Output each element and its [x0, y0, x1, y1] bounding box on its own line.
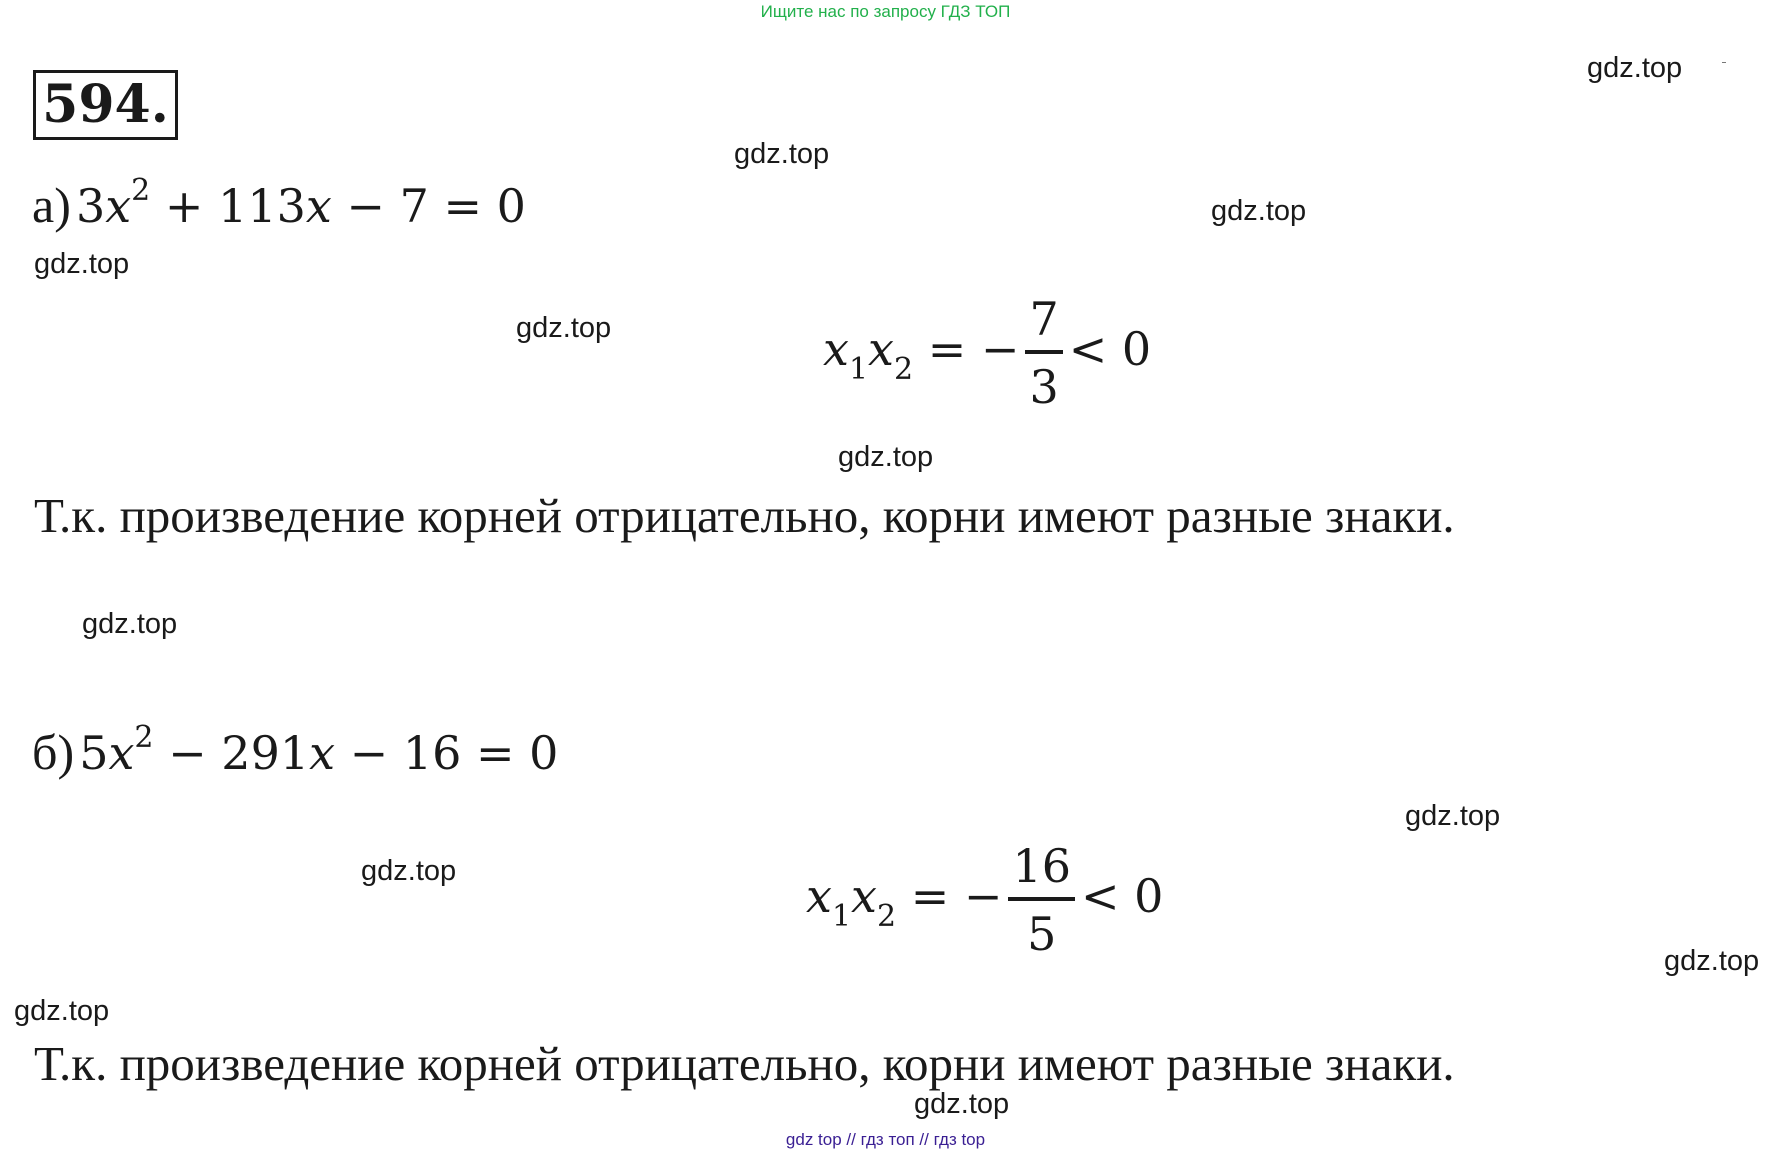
watermark: gdz.top [914, 1088, 1010, 1120]
part-a-equation [32, 173, 526, 234]
fraction-numerator: 16 [1008, 843, 1075, 901]
product-of-roots-a: $x_1x_2$ = − $\frac{7}{3}$ < 0 [823, 292, 1152, 414]
part-b-label: б) [32, 724, 75, 780]
watermark: gdz.top [34, 248, 130, 280]
part-b-equation [32, 720, 559, 781]
watermark: gdz.top [82, 608, 178, 640]
fraction-numerator: 7 [1025, 296, 1062, 354]
problem-number: 594. [33, 70, 178, 140]
conclusion-a: Т.к. произведение корней отрицательно, корни имеют разные знаки. [34, 488, 1455, 543]
equation-a: $3x^2 + 113x - 7 = 0$ [75, 173, 526, 233]
watermark: gdz.top [1664, 945, 1760, 977]
fraction-denominator: 5 [1027, 907, 1057, 961]
product-of-roots-b: $x_1x_2$ = − $\frac{16}{5}$ < 0 [806, 839, 1164, 961]
part-a-label: а) [32, 177, 71, 233]
top-banner: Ищите нас по запросу ГДЗ ТОП [760, 2, 1011, 21]
watermark: gdz.top [1405, 800, 1501, 832]
watermark: gdz.top [1587, 52, 1683, 84]
watermark: gdz.top [516, 312, 612, 344]
conclusion-b: Т.к. произведение корней отрицательно, корни имеют разные знаки. [34, 1036, 1455, 1091]
watermark: gdz.top [734, 138, 830, 170]
equation-b: $5x^2 - 291x - 16 = 0$ [79, 720, 559, 780]
watermark: gdz.top [14, 995, 110, 1027]
watermark: gdz.top [1211, 195, 1307, 227]
watermark: gdz.top [838, 441, 934, 473]
watermark: gdz.top [361, 855, 457, 887]
stray-dash [1722, 62, 1726, 63]
footer-links: gdz top // гдз топ // гдз top [785, 1130, 986, 1149]
fraction-denominator: 3 [1029, 360, 1059, 414]
fraction-a [1025, 292, 1062, 414]
fraction-b [1008, 839, 1075, 961]
